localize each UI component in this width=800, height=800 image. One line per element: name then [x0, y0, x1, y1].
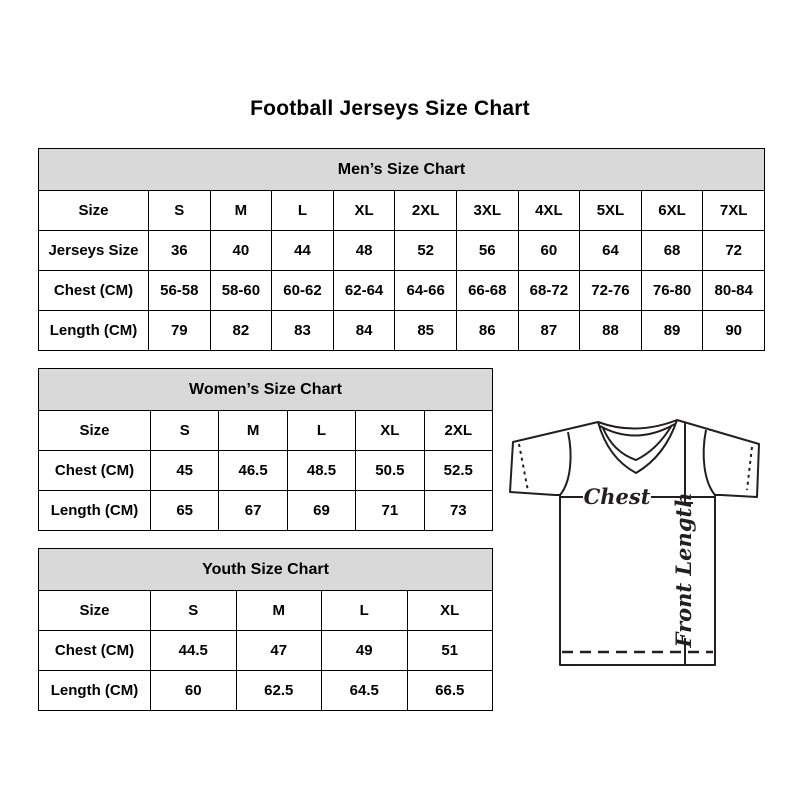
- row-label: Length (CM): [39, 311, 149, 351]
- table-cell: 79: [149, 311, 211, 351]
- page-title: Football Jerseys Size Chart: [250, 97, 530, 120]
- table-cell: 7XL: [703, 191, 765, 231]
- womens-size-chart-table: [38, 368, 493, 531]
- table-cell: XL: [407, 591, 493, 631]
- table-cell: 6XL: [641, 191, 703, 231]
- table-row: [39, 631, 493, 671]
- table-cell: 64: [580, 231, 642, 271]
- table-cell: S: [151, 591, 237, 631]
- table-cell: 48: [333, 231, 395, 271]
- table-row: [39, 311, 765, 351]
- front-length-label: Front Length: [671, 492, 696, 648]
- table-cell: 72-76: [580, 271, 642, 311]
- jersey-measurement-diagram: [505, 400, 767, 670]
- table-cell: S: [149, 191, 211, 231]
- table-cell: 44: [272, 231, 334, 271]
- table-cell: XL: [356, 411, 424, 451]
- table-row: [39, 191, 765, 231]
- table-cell: 49: [322, 631, 408, 671]
- table-cell: 64.5: [322, 671, 408, 711]
- table-cell: XL: [333, 191, 395, 231]
- table-cell: 69: [287, 491, 355, 531]
- table-cell: 60-62: [272, 271, 334, 311]
- table-row: [39, 591, 493, 631]
- table-cell: M: [236, 591, 322, 631]
- table-cell: 71: [356, 491, 424, 531]
- table-cell: 44.5: [151, 631, 237, 671]
- table-cell: 82: [210, 311, 272, 351]
- table-cell: 67: [219, 491, 287, 531]
- chest-label: Chest: [583, 484, 651, 509]
- table-header-row: [39, 149, 765, 191]
- table-cell: 5XL: [580, 191, 642, 231]
- table-cell: 60: [151, 671, 237, 711]
- row-label: Chest (CM): [39, 631, 151, 671]
- table-section-title: Youth Size Chart: [39, 549, 493, 591]
- table-cell: 50.5: [356, 451, 424, 491]
- table-cell: 2XL: [395, 191, 457, 231]
- table-cell: 83: [272, 311, 334, 351]
- row-label: Length (CM): [39, 671, 151, 711]
- table-cell: 52: [395, 231, 457, 271]
- jersey-outline: [510, 420, 759, 665]
- table-row: [39, 671, 493, 711]
- table-cell: 2XL: [424, 411, 492, 451]
- table-cell: 80-84: [703, 271, 765, 311]
- table-cell: 68: [641, 231, 703, 271]
- table-cell: 89: [641, 311, 703, 351]
- table-cell: 73: [424, 491, 492, 531]
- table-section-title: Men’s Size Chart: [39, 149, 765, 191]
- table-header-row: [39, 549, 493, 591]
- table-cell: 51: [407, 631, 493, 671]
- table-cell: 58-60: [210, 271, 272, 311]
- table-cell: 56-58: [149, 271, 211, 311]
- table-cell: 64-66: [395, 271, 457, 311]
- table-cell: 46.5: [219, 451, 287, 491]
- table-row: [39, 231, 765, 271]
- table-cell: 3XL: [456, 191, 518, 231]
- table-cell: L: [272, 191, 334, 231]
- size-table: [38, 368, 493, 531]
- table-cell: 52.5: [424, 451, 492, 491]
- table-row: [39, 491, 493, 531]
- table-cell: 36: [149, 231, 211, 271]
- row-label: Chest (CM): [39, 451, 151, 491]
- table-cell: 66-68: [456, 271, 518, 311]
- table-cell: 65: [151, 491, 219, 531]
- table-cell: 45: [151, 451, 219, 491]
- table-cell: L: [287, 411, 355, 451]
- table-cell: 4XL: [518, 191, 580, 231]
- table-cell: 62-64: [333, 271, 395, 311]
- table-cell: 40: [210, 231, 272, 271]
- size-table: [38, 148, 765, 351]
- row-label: Size: [39, 191, 149, 231]
- table-cell: 47: [236, 631, 322, 671]
- row-label: Chest (CM): [39, 271, 149, 311]
- table-cell: L: [322, 591, 408, 631]
- table-cell: 48.5: [287, 451, 355, 491]
- table-cell: 60: [518, 231, 580, 271]
- table-cell: 85: [395, 311, 457, 351]
- table-cell: 86: [456, 311, 518, 351]
- table-cell: 66.5: [407, 671, 493, 711]
- row-label: Jerseys Size: [39, 231, 149, 271]
- youth-size-chart-table: [38, 548, 493, 711]
- table-cell: 87: [518, 311, 580, 351]
- table-row: [39, 411, 493, 451]
- size-table: [38, 548, 493, 711]
- table-cell: 68-72: [518, 271, 580, 311]
- table-cell: 56: [456, 231, 518, 271]
- table-cell: 84: [333, 311, 395, 351]
- table-cell: 76-80: [641, 271, 703, 311]
- table-header-row: [39, 369, 493, 411]
- table-cell: 72: [703, 231, 765, 271]
- row-label: Size: [39, 411, 151, 451]
- table-cell: 62.5: [236, 671, 322, 711]
- row-label: Size: [39, 591, 151, 631]
- table-cell: M: [219, 411, 287, 451]
- table-cell: S: [151, 411, 219, 451]
- table-cell: M: [210, 191, 272, 231]
- table-section-title: Women’s Size Chart: [39, 369, 493, 411]
- table-row: [39, 451, 493, 491]
- table-cell: 90: [703, 311, 765, 351]
- table-cell: 88: [580, 311, 642, 351]
- table-row: [39, 271, 765, 311]
- mens-size-chart-table: [38, 148, 765, 351]
- row-label: Length (CM): [39, 491, 151, 531]
